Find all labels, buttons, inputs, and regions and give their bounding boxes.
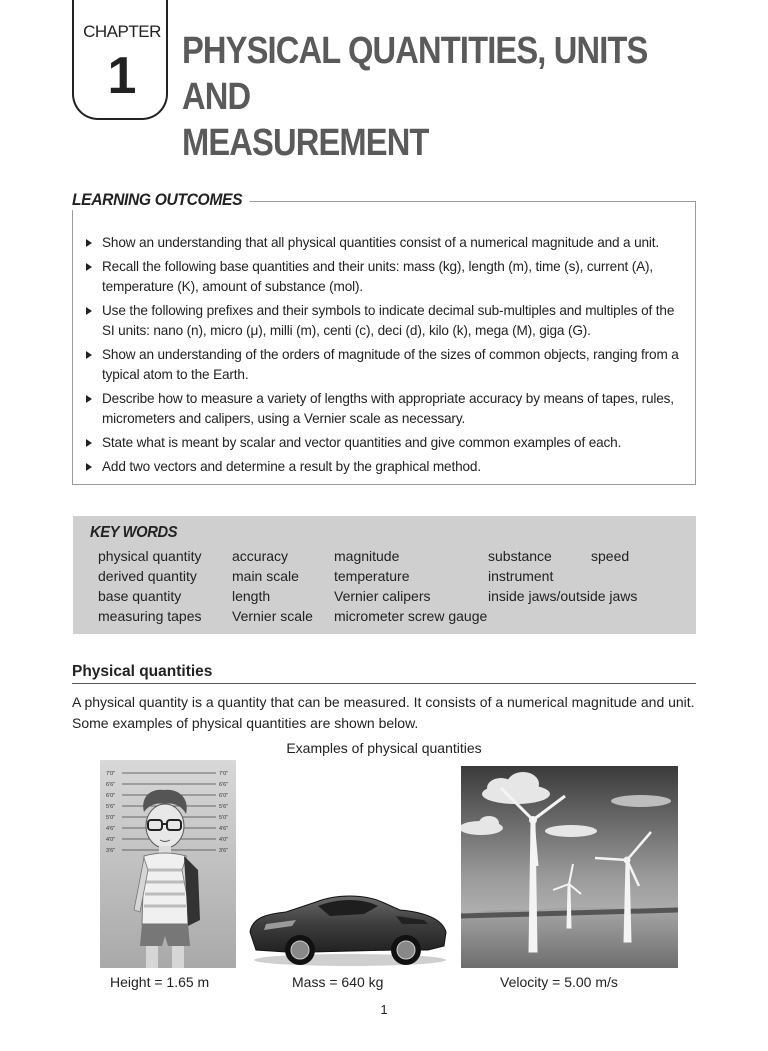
learning-outcome-item: Describe how to measure a variety of lengths with appropriate accuracy by means of tapes, rules, micrometers and calipers, using a Vernier scale as necessary. (86, 389, 686, 429)
learning-outcome-item: Show an understanding of the orders of magnitude of the sizes of common objects, ranging from a typical atom to the Earth. (86, 345, 686, 385)
learning-outcome-item: Recall the following base quantities and their units: mass (kg), length (m), time (s), current (A), temperature (K), amount of substance (mol). (86, 257, 686, 297)
learning-outcomes-list (86, 233, 686, 481)
key-word: derived quantity (98, 568, 197, 584)
wind-turbines-illustration (461, 766, 678, 968)
section-heading: Physical quantities (72, 663, 213, 680)
section-paragraph: A physical quantity is a quantity that can be measured. It consists of a numerical magnitude and unit. Some examples of physical quantities are shown below. (72, 694, 695, 731)
triangle-bullet-icon (86, 351, 92, 359)
learning-outcome-item: Use the following prefixes and their symbols to indicate decimal sub-multiples and multiples of the SI units: nano (n), micro (μ), milli (m), centi (c), deci (d), kilo (k), mega (M), giga (G). (86, 301, 686, 341)
triangle-bullet-icon (86, 439, 92, 447)
key-word: substance (488, 548, 552, 564)
chapter-label: CHAPTER (83, 22, 161, 41)
triangle-bullet-icon (86, 395, 92, 403)
ruler-label: 6'0" (106, 793, 116, 799)
key-word: Vernier calipers (334, 588, 431, 604)
ruler-label: 5'0" (106, 815, 116, 821)
triangle-bullet-icon (86, 263, 92, 271)
triangle-bullet-icon (86, 239, 92, 247)
key-word: measuring tapes (98, 608, 202, 624)
page-number: 1 (380, 1002, 388, 1017)
ruler-label: 4'6" (219, 826, 229, 832)
key-word: accuracy (232, 548, 289, 564)
ruler-label: 5'0" (219, 815, 229, 821)
key-words-heading: KEY WORDS (90, 524, 178, 541)
figure-caption: Examples of physical quantities (286, 740, 482, 756)
chapter-number: 1 (107, 47, 137, 105)
ruler-label: 3'6" (219, 848, 229, 854)
triangle-bullet-icon (86, 307, 92, 315)
key-word: micrometer screw gauge (334, 608, 488, 624)
ruler-label: 6'6" (219, 782, 229, 788)
ruler-label: 5'6" (106, 804, 116, 810)
height-caption: Height = 1.65 m (110, 974, 210, 990)
chapter-title-line-2: MEASUREMENT (182, 122, 429, 164)
key-word: length (232, 588, 271, 604)
key-word: speed (591, 548, 630, 564)
key-word: physical quantity (98, 548, 202, 564)
key-word: instrument (488, 568, 554, 584)
mass-caption: Mass = 640 kg (292, 974, 384, 990)
key-words-column (98, 546, 202, 626)
car-illustration (246, 880, 450, 970)
ruler-label: 4'6" (106, 826, 116, 832)
key-words-column (591, 546, 629, 566)
key-words-column (334, 546, 487, 626)
ruler-label: 3'6" (106, 848, 116, 854)
learning-outcome-item: State what is meant by scalar and vector quantities and give common examples of each. (86, 433, 686, 453)
key-word: magnitude (334, 548, 400, 564)
chapter-title-line-1: PHYSICAL QUANTITIES, UNITS AND (182, 30, 648, 118)
learning-outcome-item: Add two vectors and determine a result by the graphical method. (86, 457, 686, 477)
chapter-tab (72, 0, 168, 120)
key-word: base quantity (98, 588, 182, 604)
velocity-caption: Velocity = 5.00 m/s (500, 974, 618, 990)
triangle-bullet-icon (86, 463, 92, 471)
key-word: temperature (334, 568, 410, 584)
height-illustration (100, 760, 236, 968)
ruler-label: 6'0" (219, 793, 229, 799)
section-rule (72, 683, 696, 684)
ruler-label: 7'0" (219, 771, 229, 777)
ruler-label: 7'0" (106, 771, 116, 777)
ruler-label: 6'6" (106, 782, 116, 788)
ruler-label: 4'0" (219, 837, 229, 843)
learning-outcome-item: Show an understanding that all physical quantities consist of a numerical magnitude and a unit. (86, 233, 686, 253)
ruler-label: 4'0" (106, 837, 116, 843)
chapter-title (182, 28, 664, 166)
key-words-column (232, 546, 313, 626)
learning-outcomes-rule (222, 201, 696, 202)
key-word: inside jaws/outside jaws (488, 588, 638, 604)
ruler-label: 5'6" (219, 804, 229, 810)
learning-outcomes-heading: LEARNING OUTCOMES (72, 190, 250, 210)
key-word: main scale (232, 568, 299, 584)
key-word: Vernier scale (232, 608, 313, 624)
